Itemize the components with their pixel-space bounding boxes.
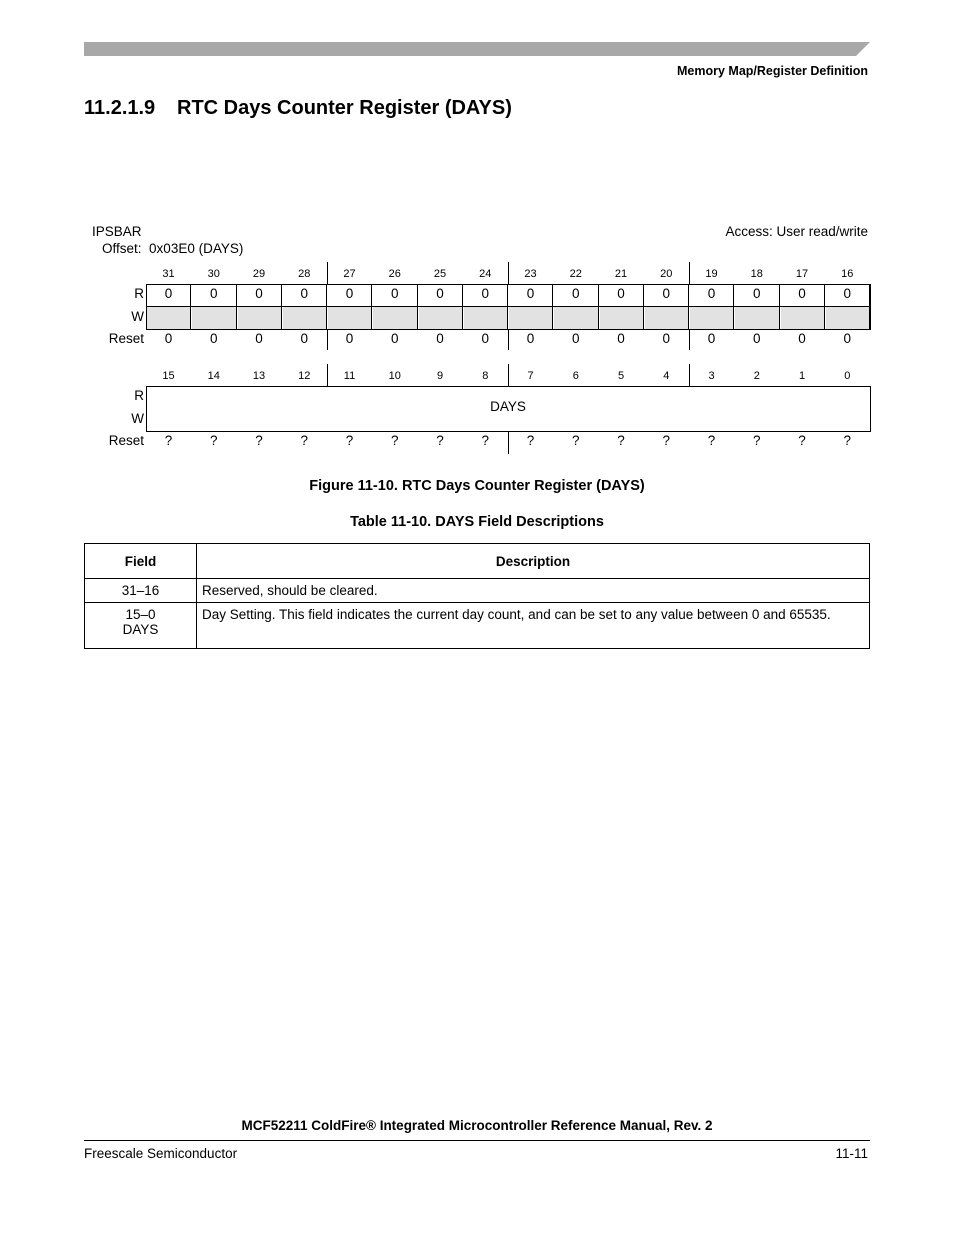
reset-value: ? — [436, 433, 444, 448]
reset-value: 0 — [571, 331, 580, 346]
read-bit-value: 0 — [436, 286, 444, 301]
write-bit-cell — [735, 307, 779, 329]
read-bit-value: 0 — [752, 286, 761, 301]
read-bit-value: 0 — [300, 286, 308, 301]
row-label-reset: Reset — [108, 331, 144, 346]
reset-value: 0 — [390, 331, 399, 346]
bit-number: 5 — [617, 370, 625, 382]
row-label-r: R — [134, 388, 144, 403]
read-bit-value: 0 — [662, 286, 670, 301]
section-title: RTC Days Counter Register (DAYS) — [177, 97, 512, 119]
reset-value: 0 — [617, 331, 625, 346]
reset-value: 0 — [345, 331, 354, 346]
table-header-row — [85, 544, 870, 579]
field-cell: 31–16 — [85, 579, 197, 603]
nibble-separator — [508, 330, 509, 350]
reset-value: 0 — [300, 331, 308, 346]
bit-number: 9 — [436, 370, 444, 382]
read-bit-value: 0 — [390, 286, 399, 301]
row-divider — [146, 306, 870, 307]
bit-number: 11 — [343, 370, 356, 382]
reset-value: ? — [209, 433, 218, 448]
access-label: Access: User read/write — [725, 224, 868, 239]
read-bit-value: 0 — [345, 286, 354, 301]
running-header: Memory Map/Register Definition — [677, 64, 868, 78]
section-heading — [84, 97, 512, 120]
write-bit-cell — [600, 307, 644, 329]
row-label-w: W — [131, 309, 144, 324]
bit-number: 22 — [569, 268, 582, 280]
bit-number: 16 — [841, 268, 854, 280]
field-description-table — [84, 543, 870, 649]
reset-value: 0 — [752, 331, 761, 346]
write-bit-cell — [147, 307, 191, 329]
row-label-r: R — [134, 286, 144, 301]
bit-number: 0 — [844, 370, 851, 382]
bit-number: 19 — [705, 268, 718, 280]
nibble-separator — [689, 364, 690, 386]
read-bit-value: 0 — [526, 286, 535, 301]
bit-number: 14 — [207, 370, 220, 382]
table-row — [85, 579, 870, 603]
write-bit-cell — [238, 307, 282, 329]
section-number: 11.2.1.9 — [84, 97, 156, 119]
reset-value: 0 — [255, 331, 263, 346]
read-bit-value: 0 — [164, 286, 173, 301]
days-field-name: DAYS — [490, 399, 526, 414]
field-cell: 15–0 DAYS — [85, 603, 197, 649]
reset-value: 0 — [526, 331, 535, 346]
bit-number: 31 — [162, 268, 175, 280]
bit-number: 18 — [750, 268, 763, 280]
reset-value: ? — [481, 433, 489, 448]
bit-number: 7 — [527, 370, 534, 382]
reset-value: ? — [255, 433, 263, 448]
reset-value: ? — [345, 433, 354, 448]
bit-number: 3 — [708, 370, 715, 382]
reset-value: ? — [300, 433, 308, 448]
reset-value: 0 — [798, 331, 806, 346]
nibble-separator — [508, 432, 509, 454]
bit-number: 27 — [343, 268, 356, 280]
write-bit-cell — [826, 307, 870, 329]
footer-company: Freescale Semiconductor — [84, 1146, 238, 1161]
reset-value: ? — [707, 433, 716, 448]
read-bit-value: 0 — [843, 286, 851, 301]
write-bit-cell — [328, 307, 372, 329]
bit-number: 6 — [572, 370, 579, 382]
header-description: Description — [197, 544, 870, 579]
footer-manual-title: MCF52211 ColdFire® Integrated Microcontroller Reference Manual, Rev. 2 — [241, 1118, 713, 1133]
header-bar — [84, 42, 870, 56]
reset-value: ? — [843, 433, 851, 448]
reset-value: ? — [164, 433, 173, 448]
read-bit-value: 0 — [255, 286, 263, 301]
header-field: Field — [85, 544, 197, 579]
row-label-reset: Reset — [108, 433, 144, 448]
description-cell: Day Setting. This field indicates the current day count, and can be set to any value between 0 and 65535. — [197, 603, 870, 649]
bit-number: 8 — [482, 370, 489, 382]
write-bit-cell — [283, 307, 327, 329]
read-bit-value: 0 — [571, 286, 580, 301]
offset-label: Offset: 0x03E0 (DAYS) — [102, 241, 244, 256]
reset-value: 0 — [662, 331, 670, 346]
bit-number: 23 — [524, 268, 537, 280]
figure-caption: Figure 11-10. RTC Days Counter Register (DAYS) — [309, 478, 645, 494]
reset-value: ? — [390, 433, 399, 448]
nibble-separator — [327, 262, 328, 284]
write-bit-cell — [509, 307, 553, 329]
write-bit-cell — [781, 307, 825, 329]
row-label-w: W — [131, 411, 144, 426]
bit-number: 25 — [433, 268, 447, 280]
field-name: DAYS — [122, 622, 159, 637]
reset-value: 0 — [209, 331, 218, 346]
read-bit-value: 0 — [617, 286, 625, 301]
bit-number: 26 — [388, 268, 401, 280]
page-number: 11-11 — [835, 1146, 868, 1161]
write-bit-cell — [645, 307, 689, 329]
reset-value: ? — [617, 433, 625, 448]
reset-value: ? — [526, 433, 535, 448]
reset-value: 0 — [707, 331, 716, 346]
reset-value: 0 — [843, 331, 851, 346]
read-bit-value: 0 — [798, 286, 806, 301]
write-bit-cell — [464, 307, 508, 329]
table-caption: Table 11-10. DAYS Field Descriptions — [350, 514, 604, 530]
reset-value: ? — [571, 433, 580, 448]
bit-number: 15 — [162, 370, 175, 382]
bit-number: 20 — [660, 268, 673, 280]
bit-number: 29 — [252, 268, 266, 280]
bit-number: 13 — [252, 370, 266, 382]
bit-number: 2 — [753, 370, 760, 382]
nibble-separator — [689, 330, 690, 350]
footer-divider — [84, 1140, 870, 1141]
reset-value: ? — [752, 433, 761, 448]
bit-number: 12 — [298, 370, 311, 382]
nibble-separator — [689, 262, 690, 284]
bit-number: 28 — [298, 268, 311, 280]
table-row — [85, 603, 870, 649]
reset-value: 0 — [481, 331, 489, 346]
write-bit-cell — [419, 307, 463, 329]
bit-number: 21 — [614, 268, 628, 280]
reset-value: ? — [662, 433, 670, 448]
bit-number: 4 — [663, 370, 670, 382]
description-cell: Reserved, should be cleared. — [197, 579, 870, 603]
nibble-separator — [327, 364, 328, 386]
offset-value: 0x03E0 (DAYS) — [149, 241, 244, 256]
register-diagram — [84, 222, 874, 462]
bit-number: 17 — [795, 268, 809, 280]
write-bit-cell — [192, 307, 236, 329]
bit-number: 1 — [798, 370, 806, 382]
nibble-separator — [508, 364, 509, 386]
read-bit-value: 0 — [707, 286, 716, 301]
read-bit-value: 0 — [481, 286, 489, 301]
bit-number: 10 — [388, 370, 401, 382]
bit-number: 30 — [207, 268, 220, 280]
read-bit-value: 0 — [209, 286, 218, 301]
bit-number: 24 — [479, 268, 492, 280]
nibble-separator — [508, 262, 509, 284]
reset-value: 0 — [436, 331, 444, 346]
write-bit-cell — [690, 307, 734, 329]
write-bit-cell — [554, 307, 598, 329]
nibble-separator — [327, 330, 328, 350]
reset-value: 0 — [164, 331, 173, 346]
reset-value: ? — [798, 433, 806, 448]
base-label: IPSBAR — [92, 224, 142, 239]
write-bit-cell — [373, 307, 417, 329]
